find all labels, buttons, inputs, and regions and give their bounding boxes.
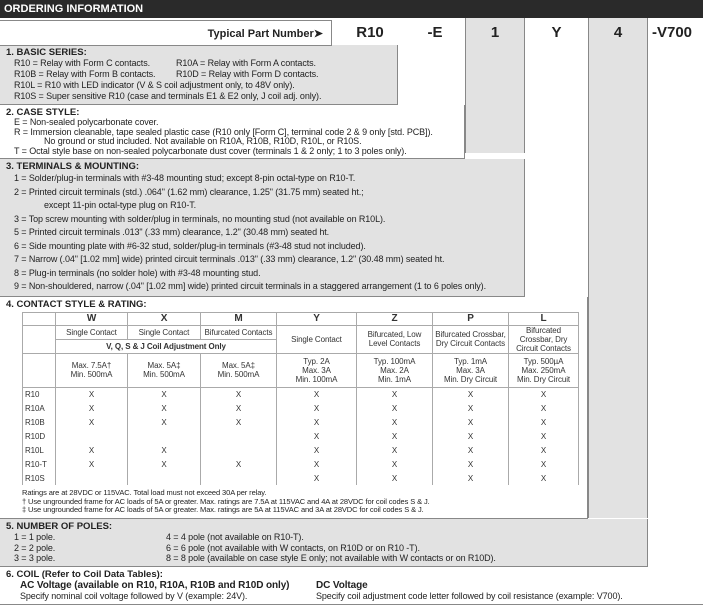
contact-rating xyxy=(128,353,201,387)
section-case-style xyxy=(0,105,465,159)
dc-voltage-title: DC Voltage xyxy=(316,579,368,591)
line: 6 = Side mounting plate with #6-32 stud, solder/plug-in terminals (#3-48 stud not included). xyxy=(14,240,366,251)
table-row xyxy=(23,401,579,415)
availability-cell: X xyxy=(128,415,201,429)
availability-cell xyxy=(201,443,277,457)
availability-cell: X xyxy=(277,387,357,401)
availability-cell: X xyxy=(509,387,579,401)
line: R10D = Relay with Form D contacts. xyxy=(176,69,319,79)
availability-cell: X xyxy=(277,457,357,471)
contact-rating xyxy=(509,353,579,387)
line: R10L = R10 with LED indicator (V & S coil adjustment only, to 48V only). xyxy=(14,80,295,90)
ac-voltage-title: AC Voltage (available on R10, R10A, R10B and R10D only) xyxy=(20,579,290,591)
availability-cell: X xyxy=(201,415,277,429)
rating-line: Min. Dry Circuit xyxy=(516,374,571,384)
availability-cell: X xyxy=(357,457,433,471)
availability-cell: X xyxy=(128,401,201,415)
contact-rating xyxy=(433,353,509,387)
line: except 11-pin octal-type plug on R10-T. xyxy=(44,200,197,210)
contact-rating xyxy=(201,353,277,387)
rating-line: Typ. 2A xyxy=(303,356,330,366)
line: 9 = Non-shouldered, narrow (.04" [1.02 mm] wide) printed circuit terminals in a staggered arrangement (1 to 6 poles only). xyxy=(14,281,486,291)
section-title: 2. CASE STYLE: xyxy=(6,107,80,118)
dc-voltage-text: Specify coil adjustment code letter followed by coil resistance (example: V700). xyxy=(316,590,623,601)
line: No ground or stud included. Not available on R10A, R10B, R10D, R10L, or R10S. xyxy=(44,136,362,146)
part-segment-coil: -V700 xyxy=(652,24,693,41)
series-cell: R10-T xyxy=(23,457,56,471)
availability-cell: X xyxy=(433,429,509,443)
section-basic-series xyxy=(0,45,398,105)
availability-cell xyxy=(56,471,128,485)
part-segment-terminals: 1 xyxy=(490,24,500,41)
line: 7 = Narrow (.04" [1.02 mm] wide) printed circuit terminals .013" (.33 mm) clearance, 1.2" (30.48 mm) seated ht. xyxy=(14,254,445,264)
availability-cell: X xyxy=(433,443,509,457)
pole-option: 1 = 1 pole. xyxy=(14,532,56,543)
table-row xyxy=(23,429,579,443)
rating-line: Typ. 1mA xyxy=(454,356,487,366)
availability-cell: X xyxy=(433,387,509,401)
availability-cell: X xyxy=(56,401,128,415)
availability-cell xyxy=(128,429,201,443)
rating-note: ‡ Use ungrounded frame for AC loads of 5A or greater. Max. ratings are 5A at 115VAC and 3A at 28VDC for coil codes S & J. xyxy=(22,505,424,515)
availability-cell: X xyxy=(277,471,357,485)
availability-cell xyxy=(201,429,277,443)
line: R10A = Relay with Form A contacts. xyxy=(176,58,316,68)
contact-code: Z xyxy=(357,312,433,325)
line: E = Non-sealed polycarbonate cover. xyxy=(14,117,159,127)
line: 8 = Plug-in terminals (no solder hole) with #3-48 mounting stud. xyxy=(14,267,261,278)
line: 1 = Solder/plug-in terminals with #3-48 mounting stud; except 8-pin octal-type on R10-T. xyxy=(14,173,356,183)
series-cell: R10B xyxy=(23,415,56,429)
availability-cell: X xyxy=(357,471,433,485)
typical-part-number-label: Typical Part Number➤ xyxy=(0,20,332,46)
availability-cell: X xyxy=(357,429,433,443)
contact-rating xyxy=(56,353,128,387)
contact-style: Bifurcated Crossbar, Dry Circuit Contacts xyxy=(433,325,509,353)
rating-line: Min. 500mA xyxy=(217,370,260,379)
part-segment-poles: 4 xyxy=(613,24,623,41)
availability-cell: X xyxy=(201,457,277,471)
section-title: 5. NUMBER OF POLES: xyxy=(6,521,113,533)
contact-style: Single Contact xyxy=(277,325,357,353)
availability-cell: X xyxy=(357,387,433,401)
part-segment-series: R10 xyxy=(356,24,384,41)
line: R10 = Relay with Form C contacts. xyxy=(14,58,150,68)
section-title: 1. BASIC SERIES: xyxy=(6,47,87,58)
rating-line: Max. 250mA xyxy=(521,365,566,375)
section-terminals-mounting xyxy=(0,159,525,297)
table-row xyxy=(23,443,579,457)
table-row xyxy=(23,415,579,429)
rating-line: Max. 2A xyxy=(380,365,409,375)
contact-code: X xyxy=(128,312,201,325)
contact-rating-table xyxy=(22,312,579,486)
section-number-of-poles xyxy=(0,519,648,567)
availability-cell: X xyxy=(509,401,579,415)
rating-line: Typ. 100mA xyxy=(373,356,416,366)
availability-cell: X xyxy=(509,429,579,443)
line: T = Octal style base on non-sealed polycarbonate dust cover (terminals 1 & 2 only; 1 to 3 poles only). xyxy=(14,145,407,156)
contact-code: Y xyxy=(277,312,357,325)
table-row xyxy=(23,457,579,471)
availability-cell: X xyxy=(56,415,128,429)
line: R10B = Relay with Form B contacts. xyxy=(14,69,156,79)
contact-style: Single Contact xyxy=(56,325,128,339)
availability-cell: X xyxy=(357,415,433,429)
contact-style: Bifurcated Crossbar, Dry Circuit Contacts xyxy=(509,325,579,353)
availability-cell xyxy=(56,429,128,443)
pole-option: 2 = 2 pole. xyxy=(14,542,56,553)
pole-option: 4 = 4 pole (not available on R10-T). xyxy=(166,532,304,543)
rating-line: Min. 1mA xyxy=(378,374,411,384)
availability-cell: X xyxy=(509,443,579,457)
availability-cell: X xyxy=(128,387,201,401)
availability-cell: X xyxy=(509,471,579,485)
ac-voltage-text: Specify nominal coil voltage followed by V (example: 24V). xyxy=(20,590,248,601)
availability-cell xyxy=(128,471,201,485)
availability-cell: X xyxy=(128,457,201,471)
table-row xyxy=(23,471,579,485)
contact-style: Single Contact xyxy=(128,325,201,339)
table-row xyxy=(23,387,579,401)
availability-cell: X xyxy=(277,401,357,415)
contact-rating xyxy=(357,353,433,387)
availability-cell: X xyxy=(433,401,509,415)
part-segment-contact: Y xyxy=(551,24,562,41)
line: R = Immersion cleanable, tape sealed plastic case (R10 only [Form C], terminal code 2 & 9 only [std. PCB]). xyxy=(14,126,433,137)
section-contact-style xyxy=(0,297,588,520)
availability-cell: X xyxy=(433,415,509,429)
rating-line: Typ. 500µA xyxy=(523,356,564,366)
series-cell: R10 xyxy=(23,387,56,401)
series-cell: R10A xyxy=(23,401,56,415)
pole-option: 8 = 8 pole (available on case style E only; not available with W contacts or on R10D). xyxy=(166,553,496,564)
contact-rating xyxy=(277,353,357,387)
rating-note: Ratings are at 28VDC or 115VAC. Total load must not exceed 30A per relay. xyxy=(22,488,267,497)
rating-line: Max. 7.5A† xyxy=(71,361,112,370)
availability-cell: X xyxy=(201,387,277,401)
availability-cell: X xyxy=(509,457,579,471)
availability-cell: X xyxy=(56,457,128,471)
coil-note: V, Q, S & J Coil Adjustment Only xyxy=(56,339,277,353)
rating-line: Min. Dry Circuit xyxy=(443,374,498,384)
availability-cell: X xyxy=(128,443,201,457)
rating-line: Max. 5A‡ xyxy=(222,361,255,370)
availability-cell: X xyxy=(56,443,128,457)
section-title: 4. CONTACT STYLE & RATING: xyxy=(6,298,147,310)
contact-code: M xyxy=(201,312,277,325)
pole-option: 6 = 6 pole (not available with W contacts, on R10D or on R10 -T). xyxy=(166,542,420,553)
availability-cell xyxy=(201,471,277,485)
rating-line: Max. 3A xyxy=(302,365,331,375)
section-header: ORDERING INFORMATION xyxy=(0,0,703,18)
contact-style: Bifurcated Contacts xyxy=(201,325,277,339)
contact-style: Bifurcated, Low Level Contacts xyxy=(357,325,433,353)
series-cell: R10D xyxy=(23,429,56,443)
section-title: 6. COIL (Refer to Coil Data Tables): xyxy=(6,568,163,580)
line: 3 = Top screw mounting with solder/plug in terminals, no mounting stud (not available on R10L). xyxy=(14,213,386,224)
series-cell: R10L xyxy=(23,443,56,457)
rating-note: † Use ungrounded frame for AC loads of 5A or greater. Max. ratings are 7.5A at 115VAC and 4A at 28VDC for coil codes S & J. xyxy=(22,496,430,506)
contact-code: P xyxy=(433,312,509,325)
availability-cell: X xyxy=(201,401,277,415)
availability-cell: X xyxy=(277,415,357,429)
availability-cell: X xyxy=(433,471,509,485)
availability-cell: X xyxy=(357,401,433,415)
part-segment-case: -E xyxy=(427,24,443,41)
contact-code: W xyxy=(56,312,128,325)
rating-line: Min. 500mA xyxy=(70,370,113,379)
rating-line: Max. 3A xyxy=(456,365,485,375)
availability-cell: X xyxy=(56,387,128,401)
pole-option: 3 = 3 pole. xyxy=(14,553,56,564)
line: R10S = Super sensitive R10 (case and terminals E1 & E2 only, J coil adj. only). xyxy=(14,91,322,101)
rating-line: Min. 500mA xyxy=(143,370,185,379)
series-cell: R10S xyxy=(23,471,56,485)
contact-code: L xyxy=(509,312,579,325)
line: 5 = Printed circuit terminals .013" (.33 mm) clearance, 1.2" (30.48 mm) seated ht. xyxy=(14,227,330,237)
availability-cell: X xyxy=(509,415,579,429)
line: 2 = Printed circuit terminals (std.) .064" (1.62 mm) clearance, 1.25" (31.75 mm) seated ht.; xyxy=(14,186,364,197)
availability-cell: X xyxy=(357,443,433,457)
rating-line: Max. 5A‡ xyxy=(147,361,181,370)
rating-line: Min. 100mA xyxy=(295,374,338,384)
availability-cell: X xyxy=(277,443,357,457)
section-title: 3. TERMINALS & MOUNTING: xyxy=(6,161,139,172)
availability-cell: X xyxy=(277,429,357,443)
availability-cell: X xyxy=(433,457,509,471)
